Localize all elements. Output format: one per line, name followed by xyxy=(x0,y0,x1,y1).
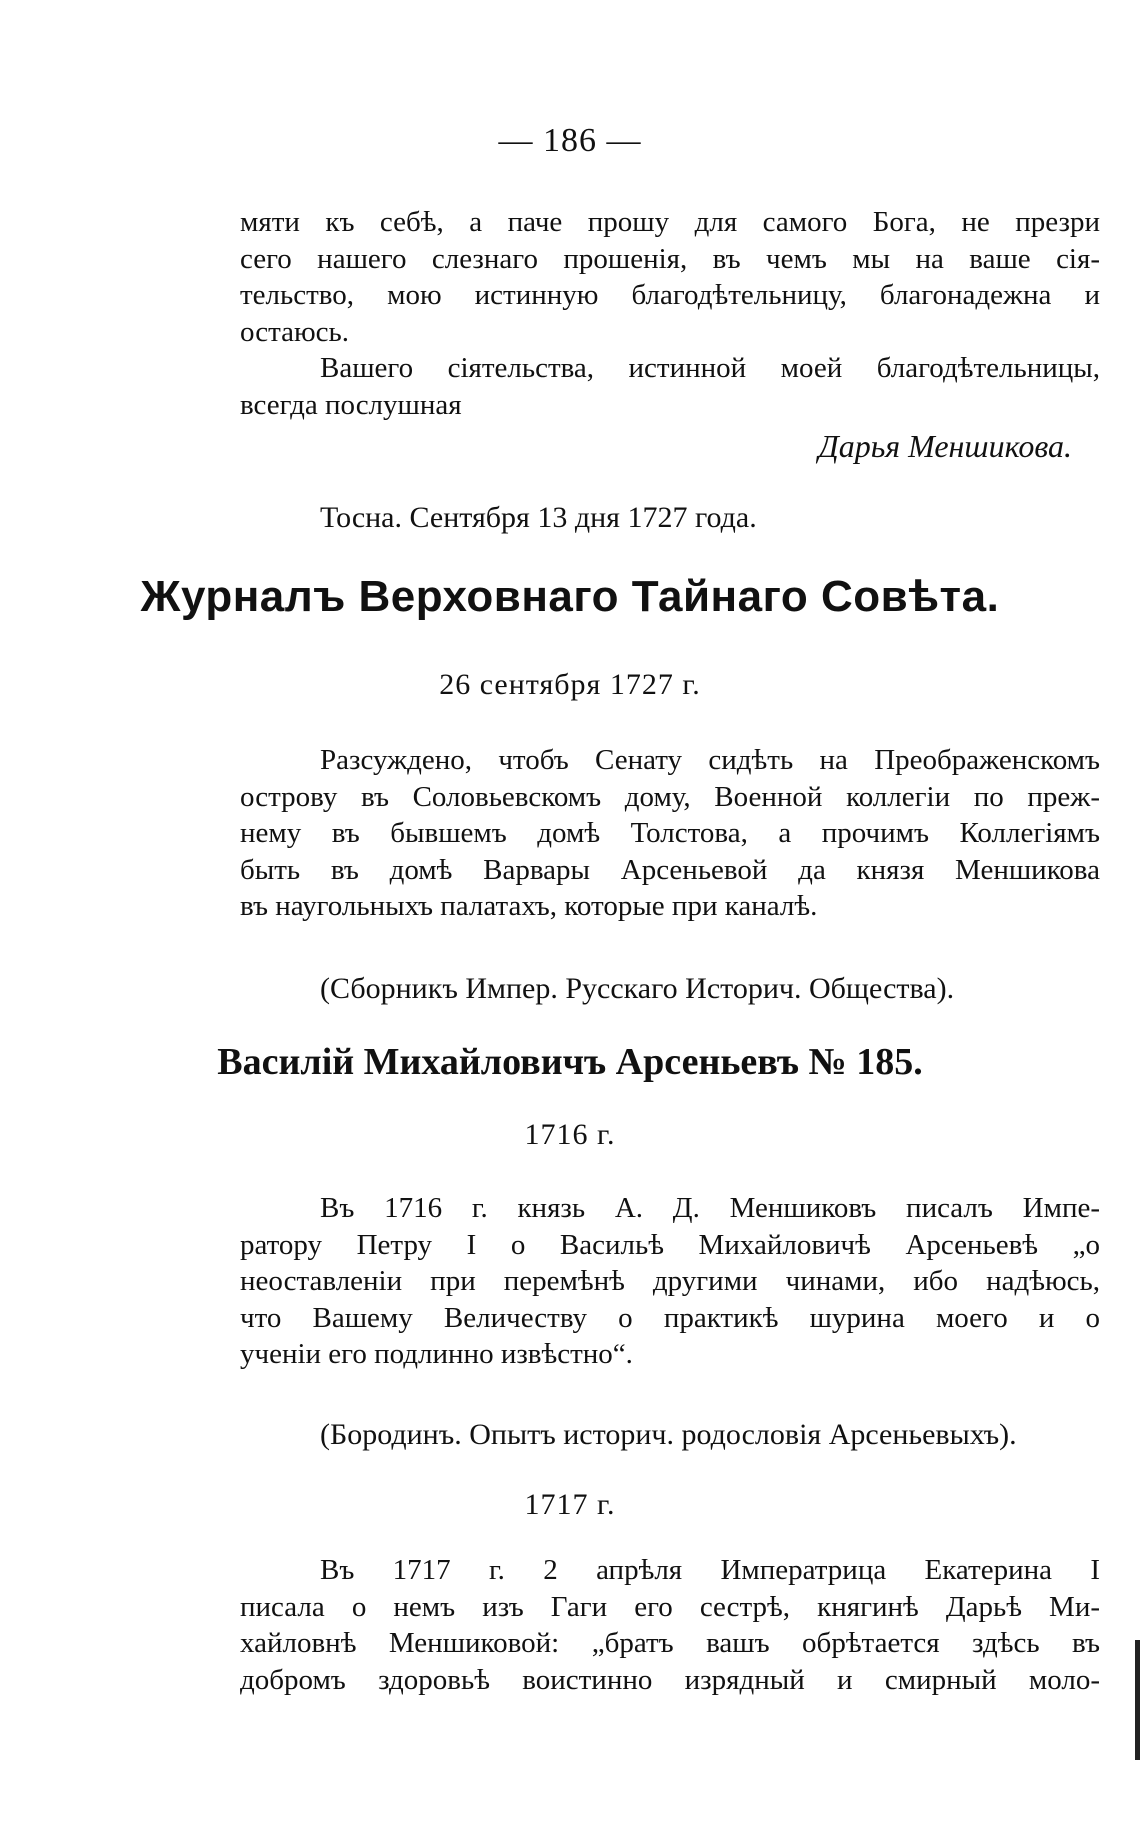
text-line: что Вашему Величеству о практикѣ шурина моего и о xyxy=(240,1301,1100,1334)
text-line: всегда послушная xyxy=(240,388,462,421)
text-line: Вашего сіятельства, истинной моей благодѣтельницы, xyxy=(320,352,1100,384)
text-line: нему въ бывшемъ домѣ Толстова, а прочимъ Коллегіямъ xyxy=(240,817,1100,849)
source-citation: (Бородинъ. Опытъ историч. родословія Арсеньевыхъ). xyxy=(320,1418,1017,1451)
section-date: 26 сентября 1727 г. xyxy=(439,668,701,701)
text-line: хайловнѣ Меншиковой: „братъ вашъ обрѣтается здѣсь въ xyxy=(240,1627,1100,1659)
paragraph-journal xyxy=(240,742,1100,925)
section-title-arseniev: Василій Михайловичъ Арсеньевъ № 185. xyxy=(217,1041,923,1083)
text-line: Въ 1716 г. князь А. Д. Меншиковъ писалъ Импе- xyxy=(320,1192,1100,1224)
text-line: писала о немъ изъ Гаги его сестрѣ, княгинѣ Дарьѣ Ми- xyxy=(240,1590,1100,1623)
entry-year: 1716 г. xyxy=(524,1118,616,1151)
text-line: въ наугольныхъ палатахъ, которые при каналѣ. xyxy=(240,890,818,922)
source-citation: (Сборникъ Импер. Русскаго Историч. Общества). xyxy=(320,972,955,1005)
section-title-journal: Журналъ Верховнаго Тайнаго Совѣта. xyxy=(140,572,1000,621)
page-edge-mark xyxy=(1135,1640,1140,1760)
entry-year: 1717 г. xyxy=(524,1488,616,1521)
signature-block xyxy=(240,428,1100,465)
signature: Дарья Меншикова. xyxy=(818,428,1072,464)
paragraph-1716 xyxy=(240,1190,1100,1373)
text-line: Въ 1717 г. 2 апрѣля Императрица Екатерина I xyxy=(320,1554,1100,1586)
paragraph-1717 xyxy=(240,1552,1100,1698)
place-date-block xyxy=(240,500,1100,537)
text-line: добромъ здоровьѣ воистинно изрядный и смирный моло- xyxy=(240,1663,1100,1696)
text-line: неоставленіи при перемѣнѣ другими чинами, ибо надѣюсь, xyxy=(240,1265,1100,1297)
text-line: быть въ домѣ Варвары Арсеньевой да князя Меншикова xyxy=(240,853,1100,886)
text-line: острову въ Соловьевскомъ дому, Военной коллегіи по преж- xyxy=(240,780,1100,813)
text-line: ученіи его подлинно извѣстно“. xyxy=(240,1338,633,1370)
paragraph-letter-ending xyxy=(240,204,1100,423)
text-line: Разсуждено, чтобъ Сенату сидѣть на Преображенскомъ xyxy=(320,744,1100,776)
text-line: мяти къ себѣ, а паче прошу для самого Бога, не презри xyxy=(240,206,1100,238)
page-number: — 186 — xyxy=(498,122,642,159)
text-line: ратору Петру I о Васильѣ Михайловичѣ Арсеньевѣ „о xyxy=(240,1228,1100,1261)
text-line: сего нашего слезнаго прошенія, въ чемъ мы на ваше сія- xyxy=(240,242,1100,275)
text-line: остаюсь. xyxy=(240,315,350,348)
text-line: тельство, мою истинную благодѣтельницу, благонадежна и xyxy=(240,279,1100,311)
place-date: Тосна. Сентября 13 дня 1727 года. xyxy=(320,501,757,534)
